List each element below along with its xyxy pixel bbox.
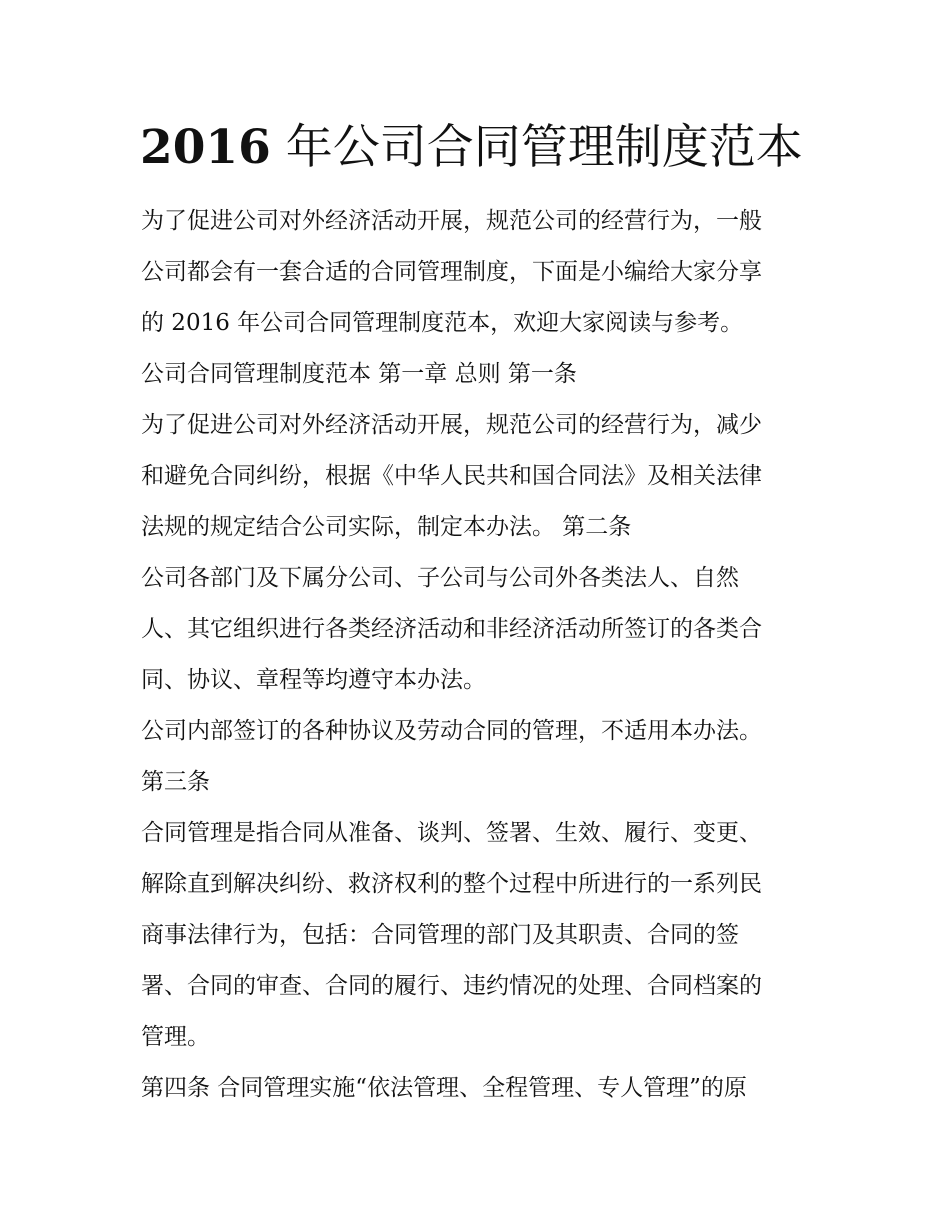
body-line-14: 解除直到解决纠纷、救济权利的整个过程中所进行的一系列民 — [141, 871, 762, 897]
body-line-17: 管理。 — [141, 1024, 210, 1050]
body-line-18: 第四条 合同管理实施“依法管理、全程管理、专人管理”的原 — [141, 1075, 747, 1101]
body-line-9: 人、其它组织进行各类经济活动和非经济活动所签订的各类合 — [141, 616, 762, 642]
title-text: 年公司合同管理制度范本 — [285, 120, 803, 175]
body-line-3: 的 2016 年公司合同管理制度范本，欢迎大家阅读与参考。 — [141, 310, 744, 336]
document-body — [141, 196, 821, 1114]
body-line-1: 为了促进公司对外经济活动开展，规范公司的经营行为，一般 — [141, 208, 762, 234]
body-line-11: 公司内部签订的各种协议及劳动合同的管理，不适用本办法。 — [141, 718, 762, 744]
body-line-4: 公司合同管理制度范本 第一章 总则 第一条 — [141, 361, 577, 387]
body-line-7: 法规的规定结合公司实际，制定本办法。 第二条 — [141, 514, 632, 540]
body-line-15: 商事法律行为，包括：合同管理的部门及其职责、合同的签 — [141, 922, 739, 948]
body-line-2: 公司都会有一套合适的合同管理制度，下面是小编给大家分享 — [141, 259, 762, 285]
body-line-13: 合同管理是指合同从准备、谈判、签署、生效、履行、变更、 — [141, 820, 762, 846]
body-line-16: 署、合同的审查、合同的履行、违约情况的处理、合同档案的 — [141, 973, 762, 999]
body-line-8: 公司各部门及下属分公司、子公司与公司外各类法人、自然 — [141, 565, 739, 591]
body-line-12: 第三条 — [141, 769, 210, 795]
body-line-6: 和避免合同纠纷，根据《中华人民共和国合同法》及相关法律 — [141, 463, 762, 489]
title-year: 2016 — [140, 120, 271, 175]
document-title — [140, 118, 820, 178]
body-line-5: 为了促进公司对外经济活动开展，规范公司的经营行为，减少 — [141, 412, 762, 438]
body-line-10: 同、协议、章程等均遵守本办法。 — [141, 667, 486, 693]
